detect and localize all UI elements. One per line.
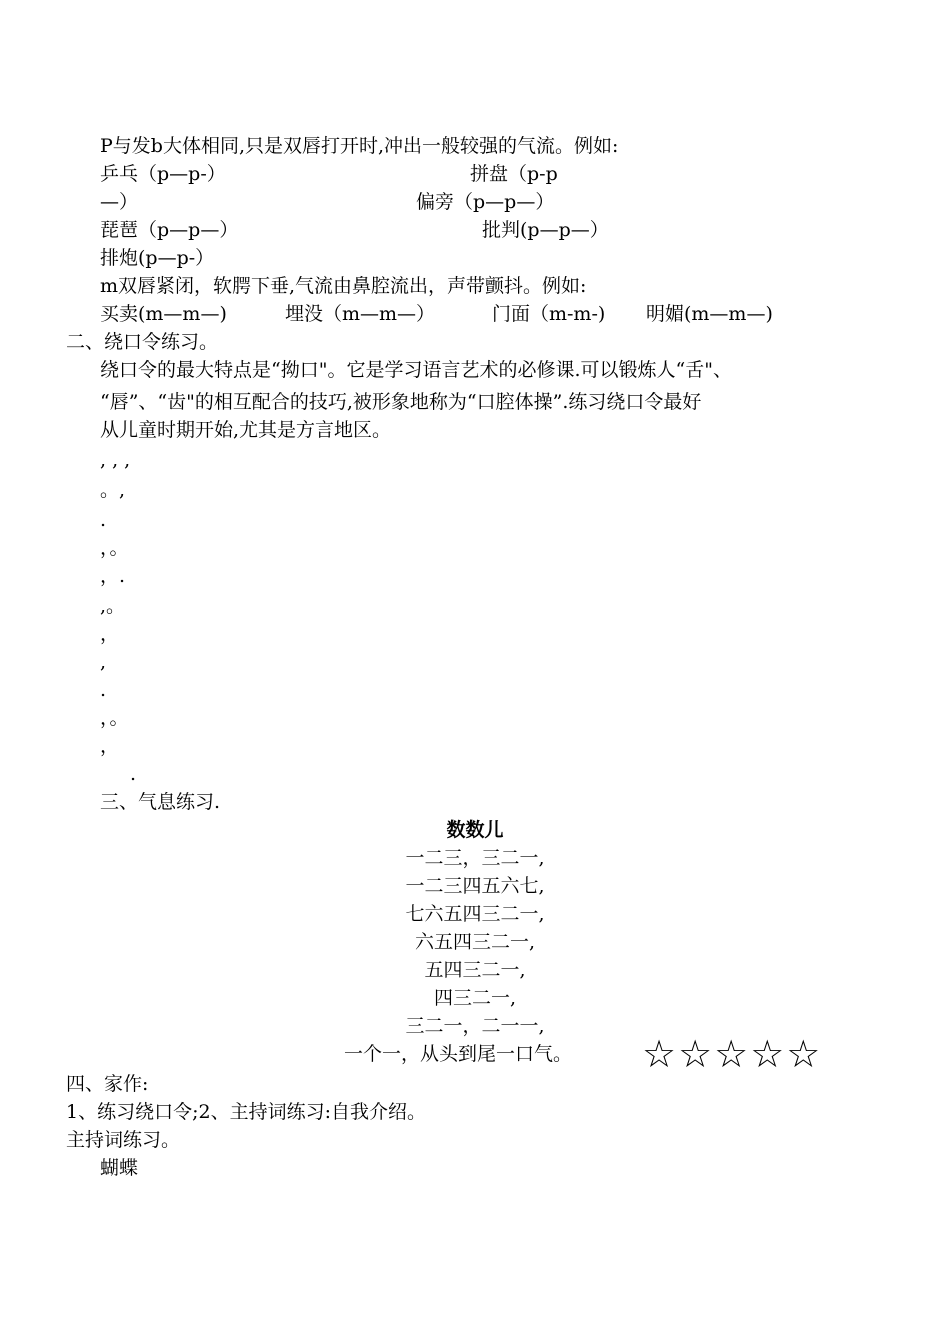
poem-line: 一二三四五六七, [405,875,545,897]
star-rating[interactable]: ☆☆☆☆☆ [642,1032,823,1076]
poem-line: 七六五四三二一, [405,903,545,925]
butterfly-title: 蝴蝶 [100,1157,139,1179]
poem-line: 一二三，三二一, [405,847,545,869]
punct-line: ， [100,735,120,757]
punct-line: . [130,763,137,785]
punct-line: , , , [100,449,131,471]
poem-line: 六五四三二一, [414,931,536,953]
section-heading-3: 三、气息练习. [100,791,221,813]
punct-line: ，。 [100,707,129,729]
p-example-pingpang: 乒乓（p—p-） [100,163,226,185]
p-example-pinpan: 拼盘（p-p [470,163,558,185]
m-example-mingmei: 明媚(m—m—) [646,303,773,325]
poem-line: 三二一，二一一, [405,1015,545,1037]
m-example-maimo: 埋没（m—m—） [285,303,436,325]
poem-line: 四三二一, [433,987,517,1009]
poem-line: 一个一，从头到尾一口气。 [344,1043,573,1065]
p-example-pianpang: 偏旁（p—p—） [416,191,555,213]
m-example-menmian: 门面（m-m-) [492,303,606,325]
section-heading-4: 四、家作: [66,1073,149,1095]
punct-line: . [100,679,107,701]
punct-line: . [100,509,107,531]
m-example-maimai: 买卖(m—m—) [100,303,227,325]
punct-line: ,。 [100,595,126,617]
tongue-paragraph-line-2: “唇”、“齿"的相互配合的技巧,被形象地称为“口腔体操”.练习绕口令最好 [100,391,702,413]
p-intro: P与发b大体相同,只是双唇打开时,冲出一般较强的气流。例如: [100,135,619,157]
punct-line: ， [100,623,120,645]
tongue-paragraph-line-3: 从儿童时期开始,尤其是方言地区。 [100,419,392,441]
p-example-pipa: 琵琶（p—p—） [100,219,239,241]
poem-title: 数数儿 [446,819,504,841]
m-intro: m双唇紧闭，软腭下垂,气流由鼻腔流出，声带颤抖。例如: [100,275,587,297]
punct-line: ，. [100,565,126,587]
homework-line: 1、练习绕口令;2、主持词练习:自我介绍。 [66,1101,426,1123]
p-example-pinpan-cont: —） [100,191,139,213]
punct-line: ，。 [100,537,129,559]
tongue-paragraph-line-1: 绕口令的最大特点是“拗口"。它是学习语言艺术的必修课.可以锻炼人“舌"、 [100,359,732,381]
punct-line: , [100,651,107,673]
section-heading-2: 二、绕口令练习。 [66,331,219,353]
punct-line: 。, [100,479,126,501]
poem-line: 五四三二一, [424,959,526,981]
p-example-paipao: 排炮(p—p-） [100,247,215,269]
host-practice: 主持词练习。 [66,1129,181,1151]
p-example-pipan: 批判(p—p—） [482,219,609,241]
